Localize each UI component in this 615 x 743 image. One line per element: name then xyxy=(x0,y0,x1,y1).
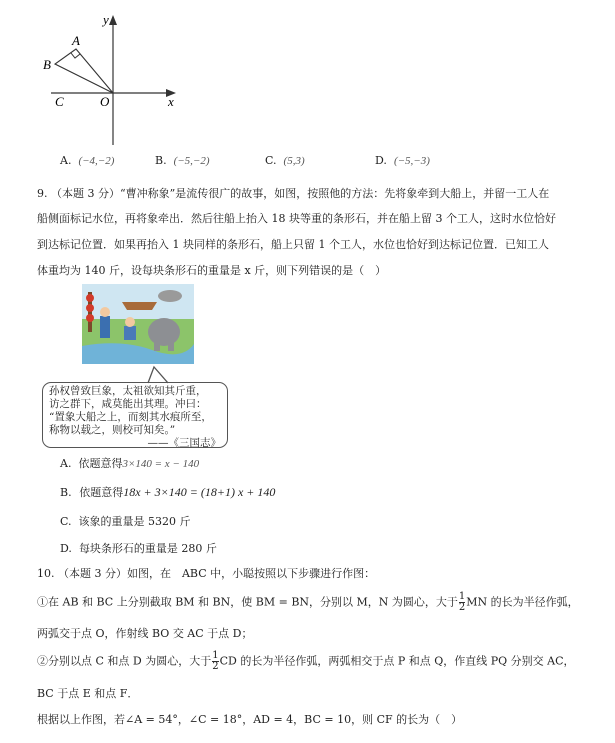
quote-line: 称物以载之，则校可知矣。” xyxy=(49,424,176,436)
option-letter: B. xyxy=(60,486,72,499)
q9-option-a[interactable] xyxy=(60,455,199,471)
fraction-denominator: 2 xyxy=(212,661,219,672)
quote-line: “置象大船之上，而刻其水痕所至， xyxy=(49,411,212,423)
option-value: (−5,−2) xyxy=(173,155,210,167)
label-a: A xyxy=(72,33,80,48)
q8-option-d[interactable] xyxy=(375,154,430,167)
q8-option-c[interactable] xyxy=(265,154,305,167)
option-value: (−5,−3) xyxy=(393,155,430,167)
q10-step-2-cont: BC 于点 E 和点 F． xyxy=(37,687,139,700)
cao-chong-illustration xyxy=(82,284,194,364)
q9-option-b[interactable] xyxy=(60,484,275,500)
fraction-half xyxy=(212,651,218,672)
label-o: O xyxy=(100,94,110,109)
q9-line-1: 9. （本题 3 分）“曹冲称象”是流传很广的故事，如图，按照他的方法：先将象牵到大船上，并留一工人在 xyxy=(37,187,550,200)
option-value: (−4,−2) xyxy=(78,155,115,167)
fraction-numerator: 1 xyxy=(458,591,466,602)
q10-final: 根据以上作图，若∠A = 54°，∠C = 18°，AD = 4，BC = 10，则 CF 的长为（ ） xyxy=(37,713,463,726)
label-b: B xyxy=(43,57,51,72)
coordinate-figure xyxy=(30,0,190,150)
option-text: 依题意得 xyxy=(78,457,123,470)
quote-source: ——《三国志》 xyxy=(147,437,221,449)
quote-bubble xyxy=(42,382,228,448)
step-text: CD 的长为半径作弧，两弧相交于点 P 和点 Q，作直线 PQ 分别交 AC， xyxy=(219,654,575,668)
option-math: 18x + 3×140 = (18+1) x + 140 xyxy=(123,485,276,499)
option-text: 依题意得 xyxy=(79,486,124,499)
option-letter: C. xyxy=(60,515,72,528)
triangle-oab xyxy=(55,49,113,93)
q10-step-1-cont: 两弧交于点 O，作射线 BO 交 AC 于点 D； xyxy=(37,627,253,640)
q9-line-4: 体重均为 140 斤，设每块条形石的重量是 x 斤，则下列错误的是（ ） xyxy=(37,264,387,277)
quote-line: 访之群下，咸莫能出其理。冲曰： xyxy=(49,398,207,410)
step-text: MN 的长为半径作弧， xyxy=(466,595,579,609)
q9-line-2: 船侧面标记水位，再将象牵出．然后往船上抬入 18 块等重的条形石，并在船上留 3 个工人，这时水位恰好 xyxy=(37,212,556,225)
option-text: 该象的重量是 5320 斤 xyxy=(78,515,191,528)
label-c: C xyxy=(55,94,64,109)
option-letter: D. xyxy=(60,542,72,555)
option-letter: C. xyxy=(265,154,277,167)
label-x: x xyxy=(168,94,174,109)
q10-line-1: 10. （本题 3 分）如图，在 ABC 中，小聪按照以下步骤进行作图： xyxy=(37,567,376,580)
q9-line-3: 到达标记位置．如果再抬入 1 块同样的条形石，船上只留 1 个工人，水位也恰好到达标记位置．已知工人 xyxy=(37,238,549,251)
option-math: 3×140 = x − 140 xyxy=(122,458,200,470)
option-value: (5,3) xyxy=(283,155,305,167)
right-angle-mark xyxy=(71,53,80,58)
q8-option-a[interactable] xyxy=(60,154,114,167)
fraction-numerator: 1 xyxy=(212,650,219,661)
q9-option-c[interactable] xyxy=(60,513,191,529)
option-text: 每块条形石的重量是 280 斤 xyxy=(78,542,217,555)
q8-option-b[interactable] xyxy=(155,154,210,167)
q10-step-2 xyxy=(37,651,575,672)
label-y: y xyxy=(103,12,109,27)
q10-step-1 xyxy=(37,592,579,613)
fraction-half xyxy=(459,592,465,613)
option-letter: A. xyxy=(60,457,72,470)
step-text: ①在 AB 和 BC 上分别截取 BM 和 BN，使 BM = BN，分别以 M，N 为圆心，大于 xyxy=(37,595,458,609)
option-letter: A. xyxy=(60,154,72,167)
option-letter: B. xyxy=(155,154,167,167)
fraction-denominator: 2 xyxy=(458,602,466,613)
y-arrow-icon xyxy=(109,15,117,25)
q9-option-d[interactable] xyxy=(60,540,217,556)
option-letter: D. xyxy=(375,154,387,167)
step-text: ②分别以点 C 和点 D 为圆心，大于 xyxy=(37,654,212,668)
quote-line: 孙权曾致巨象，太祖欲知其斤重， xyxy=(49,385,207,397)
